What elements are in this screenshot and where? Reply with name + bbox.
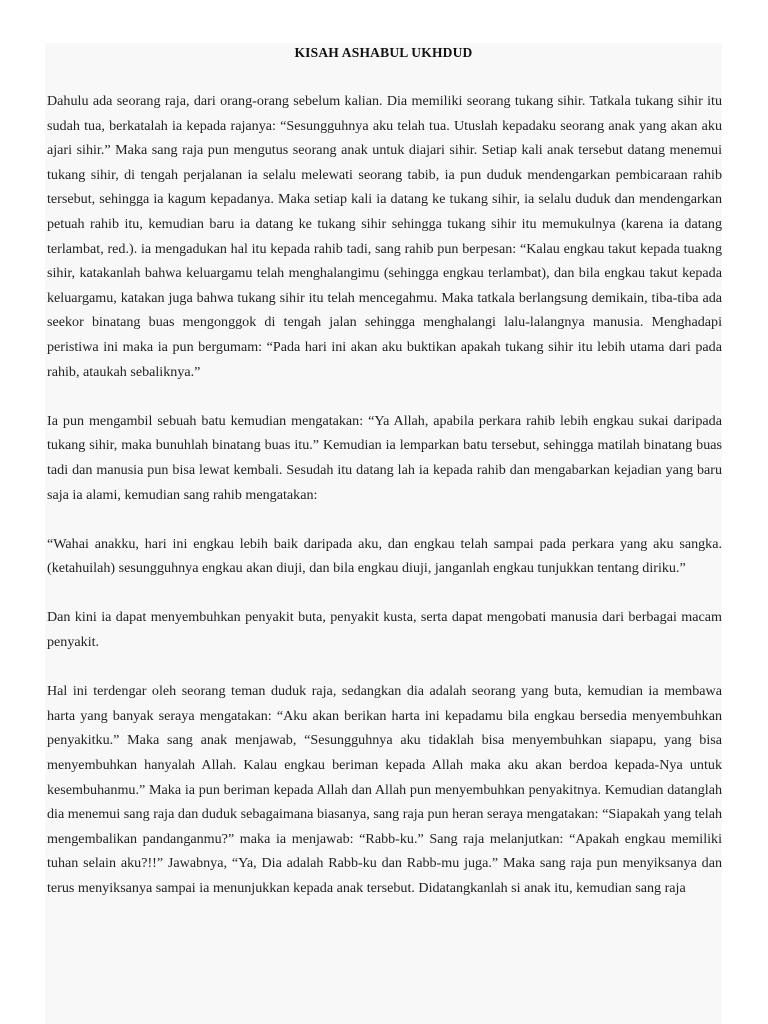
paragraph-2: Ia pun mengambil sebuah batu kemudian mengatakan: “Ya Allah, apabila perkara rahib lebih engkau sukai daripada tukang sihir, maka bunuhlah binatang buas itu.” Kemudian ia lemparkan batu tersebut, sehingga matilah binatang buas tadi dan manusia pun bisa lewat kembali. Sesudah itu datang lah ia kepada rahib dan mengabarkan kejadian yang baru saja ia alami, kemudian sang rahib mengatakan: — [47, 412, 722, 503]
paragraph-4: Dan kini ia dapat menyembuhkan penyakit buta, penyakit kusta, serta dapat mengobati manusia dari berbagai macam penyakit. — [47, 609, 722, 651]
paragraph-5: Hal ini terdengar oleh seorang teman duduk raja, sedangkan dia adalah seorang yang buta, kemudian ia membawa harta yang banyak seraya mengatakan: “Aku akan berikan harta ini kepadamu bila engkau bersedia menyembuhkan penyakitku.” Maka sang anak menjawab, “Sesungguhnya aku tidaklah bisa menyembuhkan siapapu, yang bisa menyembuhkan hanyalah Allah. Kalau engkau beriman kepada Allah maka aku akan berdoa kepada-Nya untuk kesembuhanmu.” Maka ia pun beriman kepada Allah dan Allah pun menyembuhkan penyakitnya. Kemudian datanglah dia menemui sang raja dan duduk sebagaimana biasanya, sang raja pun heran seraya mengatakan: “Siapakah yang telah mengembalikan pandanganmu?” maka ia menjawab: “Rabb-ku.” Sang raja melanjutkan: “Apakah engkau memiliki tuhan selain aku?!!” Jawabnya, “Ya, Dia adalah Rabb-ku dan Rabb-mu juga.” Maka sang raja pun menyiksanya dan terus menyiksanya sampai ia menunjukkan kepada anak tersebut. Didatangkanlah si anak itu, kemudian sang raja — [47, 683, 722, 896]
paragraph-1: Dahulu ada seorang raja, dari orang-orang sebelum kalian. Dia memiliki seorang tukang sihir. Tatkala tukang sihir itu sudah tua, berkatalah ia kepada rajanya: “Sesungguhnya aku telah tua. Utuslah kepadaku seorang anak yang akan aku ajari sihir.” Maka sang raja pun mengutus seorang anak untuk diajari sihir. Setiap kali anak tersebut datang menemui tukang sihir, di tengah perjalanan ia selalu melewati seorang tabib, ia pun duduk mendengarkan pembicaraan rahib tersebut, sehingga ia kagum kepadanya. Maka setiap kali ia datang ke tukang sihir, ia selalu duduk dan mendengarkan petuah rahib itu, kemudian baru ia datang ke tukang sihir sehingga tukang sihir itu memukulnya (karena ia datang terlambat, red.). ia mengadukan hal itu kepada rahib tadi, sang rahib pun berpesan: “Kalau engkau takut kepada tuakng sihir, katakanlah bahwa keluargamu telah menghalangimu (sehingga engkau terlambat), dan bila engkau takut kepada keluargamu, katakan juga bahwa tukang sihir itu telah mencegahmu. Maka tatkala berlangsung demikain, tiba-tiba ada seekor binatang buas mengonggok di tengah jalan sehingga menghalangi lalu-lalangnya manusia. Menghadapi peristiwa ini maka ia pun bergumam: “Pada hari ini akan aku buktikan apakah tukang sihir itu lebih utama dari pada rahib, ataukah sebaliknya.” — [47, 93, 722, 380]
document-title: KISAH ASHABUL UKHDUD — [294, 45, 473, 60]
document-body — [47, 89, 722, 925]
document-page — [45, 43, 722, 1024]
paragraph-3: “Wahai anakku, hari ini engkau lebih baik daripada aku, dan engkau telah sampai pada perkara yang aku sangka. (ketahuilah) sesungguhnya engkau akan diuji, dan bila engkau diuji, janganlah engkau tunjukkan tentang diriku.” — [47, 535, 722, 577]
